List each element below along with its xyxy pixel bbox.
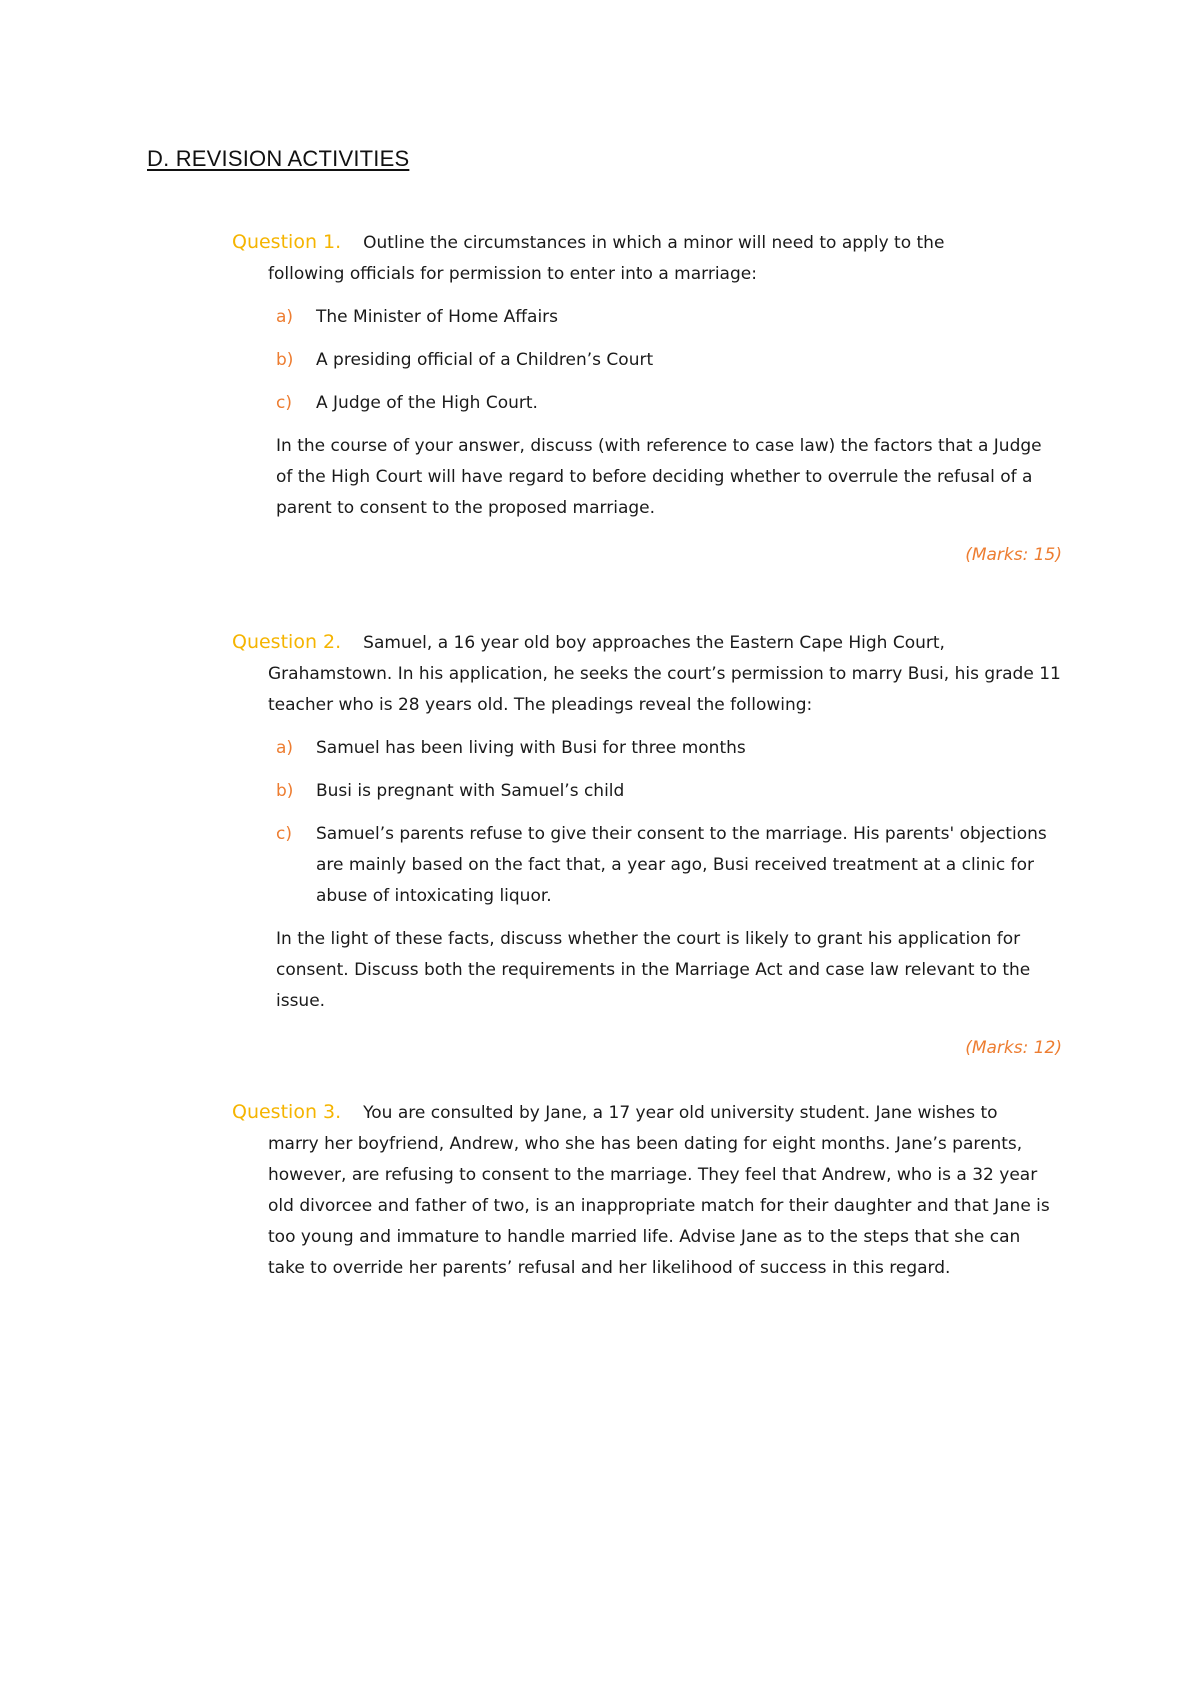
item-letter: c) <box>276 393 292 413</box>
list-item <box>276 776 1062 807</box>
item-text: Samuel has been living with Busi for three months <box>316 738 746 758</box>
item-letter: a) <box>276 738 294 758</box>
item-letter: a) <box>276 307 294 327</box>
question-instruction: In the light of these facts, discuss whether the court is likely to grant his application for consent. Discuss both the requirements in the Marriage Act and case law relevant to the issue. <box>276 929 1031 1011</box>
item-text: A Judge of the High Court. <box>316 393 538 413</box>
question-label: Question 2. <box>232 631 342 653</box>
question-intro-first-line: You are consulted by Jane, a 17 year old university student. Jane wishes to <box>363 1103 998 1123</box>
question-label: Question 1. <box>232 231 342 253</box>
question-label: Question 3. <box>232 1101 342 1123</box>
question-3 <box>232 1097 1062 1284</box>
section-heading: D. REVISION ACTIVITIES <box>147 146 410 171</box>
item-letter: c) <box>276 824 292 844</box>
question-2 <box>232 627 1062 1064</box>
item-letter: b) <box>276 350 294 370</box>
question-items-list <box>276 302 1062 419</box>
question-intro-first-line: Outline the circumstances in which a minor will need to apply to the <box>363 233 945 253</box>
item-text: A presiding official of a Children’s Court <box>316 350 654 370</box>
question-intro-rest: Grahamstown. In his application, he seeks the court’s permission to marry Busi, his grade 11 teacher who is 28 years old. The pleadings reveal the following: <box>268 664 1061 715</box>
question-intro-first-line: Samuel, a 16 year old boy approaches the Eastern Cape High Court, <box>363 633 945 653</box>
list-item <box>276 819 1062 912</box>
question-1 <box>232 227 1062 571</box>
question-intro-rest: marry her boyfriend, Andrew, who she has been dating for eight months. Jane’s parents, however, are refusing to consent to the marriage. They feel that Andrew, who is a 32 year old divorcee and father of two, is an inappropriate match for their daughter and that Jane is too young and immature to handle married life. Advise Jane as to the steps that she can take to override her parents’ refusal and her likelihood of success in this regard. <box>268 1134 1050 1278</box>
list-item <box>276 388 1062 419</box>
item-text: The Minister of Home Affairs <box>316 307 559 327</box>
item-text: Samuel’s parents refuse to give their consent to the marriage. His parents' objections are mainly based on the fact that, a year ago, Busi received treatment at a clinic for abuse of intoxicating liquor. <box>316 824 1047 906</box>
list-item <box>276 345 1062 376</box>
marks-label: (Marks: 12) <box>965 1038 1062 1058</box>
item-letter: b) <box>276 781 294 801</box>
question-instruction: In the course of your answer, discuss (with reference to case law) the factors that a Judge of the High Court will have regard to before deciding whether to overrule the refusal of a parent to consent to the proposed marriage. <box>276 436 1042 518</box>
question-intro-rest: following officials for permission to enter into a marriage: <box>268 264 757 284</box>
item-text: Busi is pregnant with Samuel’s child <box>316 781 625 801</box>
question-items-list <box>276 733 1062 912</box>
marks-label: (Marks: 15) <box>965 545 1062 565</box>
list-item <box>276 733 1062 764</box>
list-item <box>276 302 1062 333</box>
